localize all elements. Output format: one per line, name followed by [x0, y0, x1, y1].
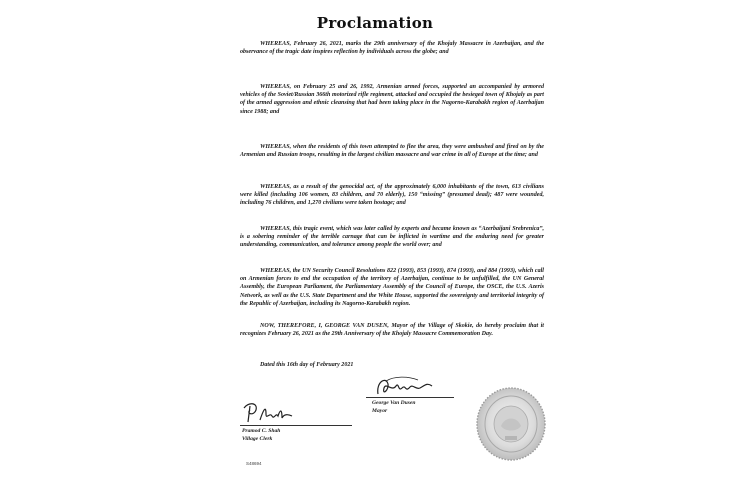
paragraph-lead: WHEREAS, [260, 226, 292, 232]
mayor-title: Mayor [372, 408, 388, 414]
paragraph-lead: WHEREAS, [260, 84, 292, 90]
paragraph-text: the UN Security Council Resolutions 822 (1993), 853 (1993), 874 (1993), and 884 (1993), which call on Armenian forces to end the occupation of the territory of Azerbaijan, continue to be unfulfilled, the UN General Assembly, the European Parliament, the Parliamentary Assembly of the Council of Europe, the OSCE, the U.S. Azeris Network, as well as the U.S. State Department and the White House, supported the sovereignty and territorial integrity of the Republic of Azerbaijan, including its Nagorno-Karabakh region. [240, 268, 544, 307]
paragraph-lead: NOW, THEREFORE, I, [260, 323, 323, 329]
mayor-signature-line [366, 397, 454, 398]
paragraph-text: GEORGE VAN DUSEN, Mayor of the Village of Skokie, do hereby proclaim that it recognizes February 26, 2021 as the 29th Anniversary of the Khojaly Massacre Commemoration Day. [240, 323, 544, 338]
paragraph-text: February 26, 2021, marks the 29th anniversary of the Khojaly Massacre in Azerbaijan, and the observance of the tragic date inspires reflection by individuals across the globe; and [240, 41, 544, 56]
clerk-title: Village Clerk [242, 436, 273, 442]
paragraph-5 [240, 225, 544, 250]
paragraph-1 [240, 40, 544, 56]
page-title: Proclamation [316, 14, 434, 32]
clerk-signature [240, 400, 296, 426]
clerk-signature-line [240, 425, 352, 426]
paragraph-text: as a result of the genocidal act, of the approximately 6,000 inhabitants of the town, 613 civilians were killed (including 106 women, 83 children, and 70 elderly), 150 “missing” (presumed dead); 487 were wounded, including 76 children, and 1,270 civilians were taken hostage; and [240, 184, 544, 207]
clerk-name: Pramod C. Shah [242, 428, 281, 434]
dated-line: Dated this 16th day of February 2021 [260, 362, 354, 368]
proclamation-page [186, 0, 564, 483]
paragraph-text: when the residents of this town attempted to flee the area, they were ambushed and fired on by the Armenian and Russian troops, resulting in the largest civilian massacre and war crime in all of Europe at the time; and [240, 144, 544, 159]
mayor-name: George Van Dusen [372, 400, 416, 406]
paragraph-3 [240, 143, 544, 159]
paragraph-2 [240, 83, 544, 116]
document-number: S48694 [246, 461, 262, 466]
paragraph-lead: WHEREAS, [260, 184, 292, 190]
paragraph-lead: WHEREAS, [260, 41, 292, 47]
paragraph-lead: WHEREAS, [260, 144, 292, 150]
paragraph-4 [240, 183, 544, 208]
paragraph-7 [240, 322, 544, 338]
paragraph-6 [240, 267, 544, 308]
paragraph-lead: WHEREAS, [260, 268, 292, 274]
paragraph-text: on February 25 and 26, 1992, Armenian armed forces, supported an accompanied by armored vehicles of the Soviet/Russian 366th motorized rifle regiment, attacked and occupied the besieged town of Khojaly as part of the armed aggression and ethnic cleansing that had been taking place in the Nagorno-Karabakh region of Azerbaijan since 1988; and [240, 84, 544, 115]
paragraph-text: this tragic event, which was later called by experts and became known as “Azerbaijani Srebrenica”, is a sobering reminder of the terrible carnage that can be inflicted in wartime and the enduring need for greater understanding, communication, and tolerance among people the world over; and [240, 226, 544, 249]
village-seal-icon [475, 386, 547, 462]
